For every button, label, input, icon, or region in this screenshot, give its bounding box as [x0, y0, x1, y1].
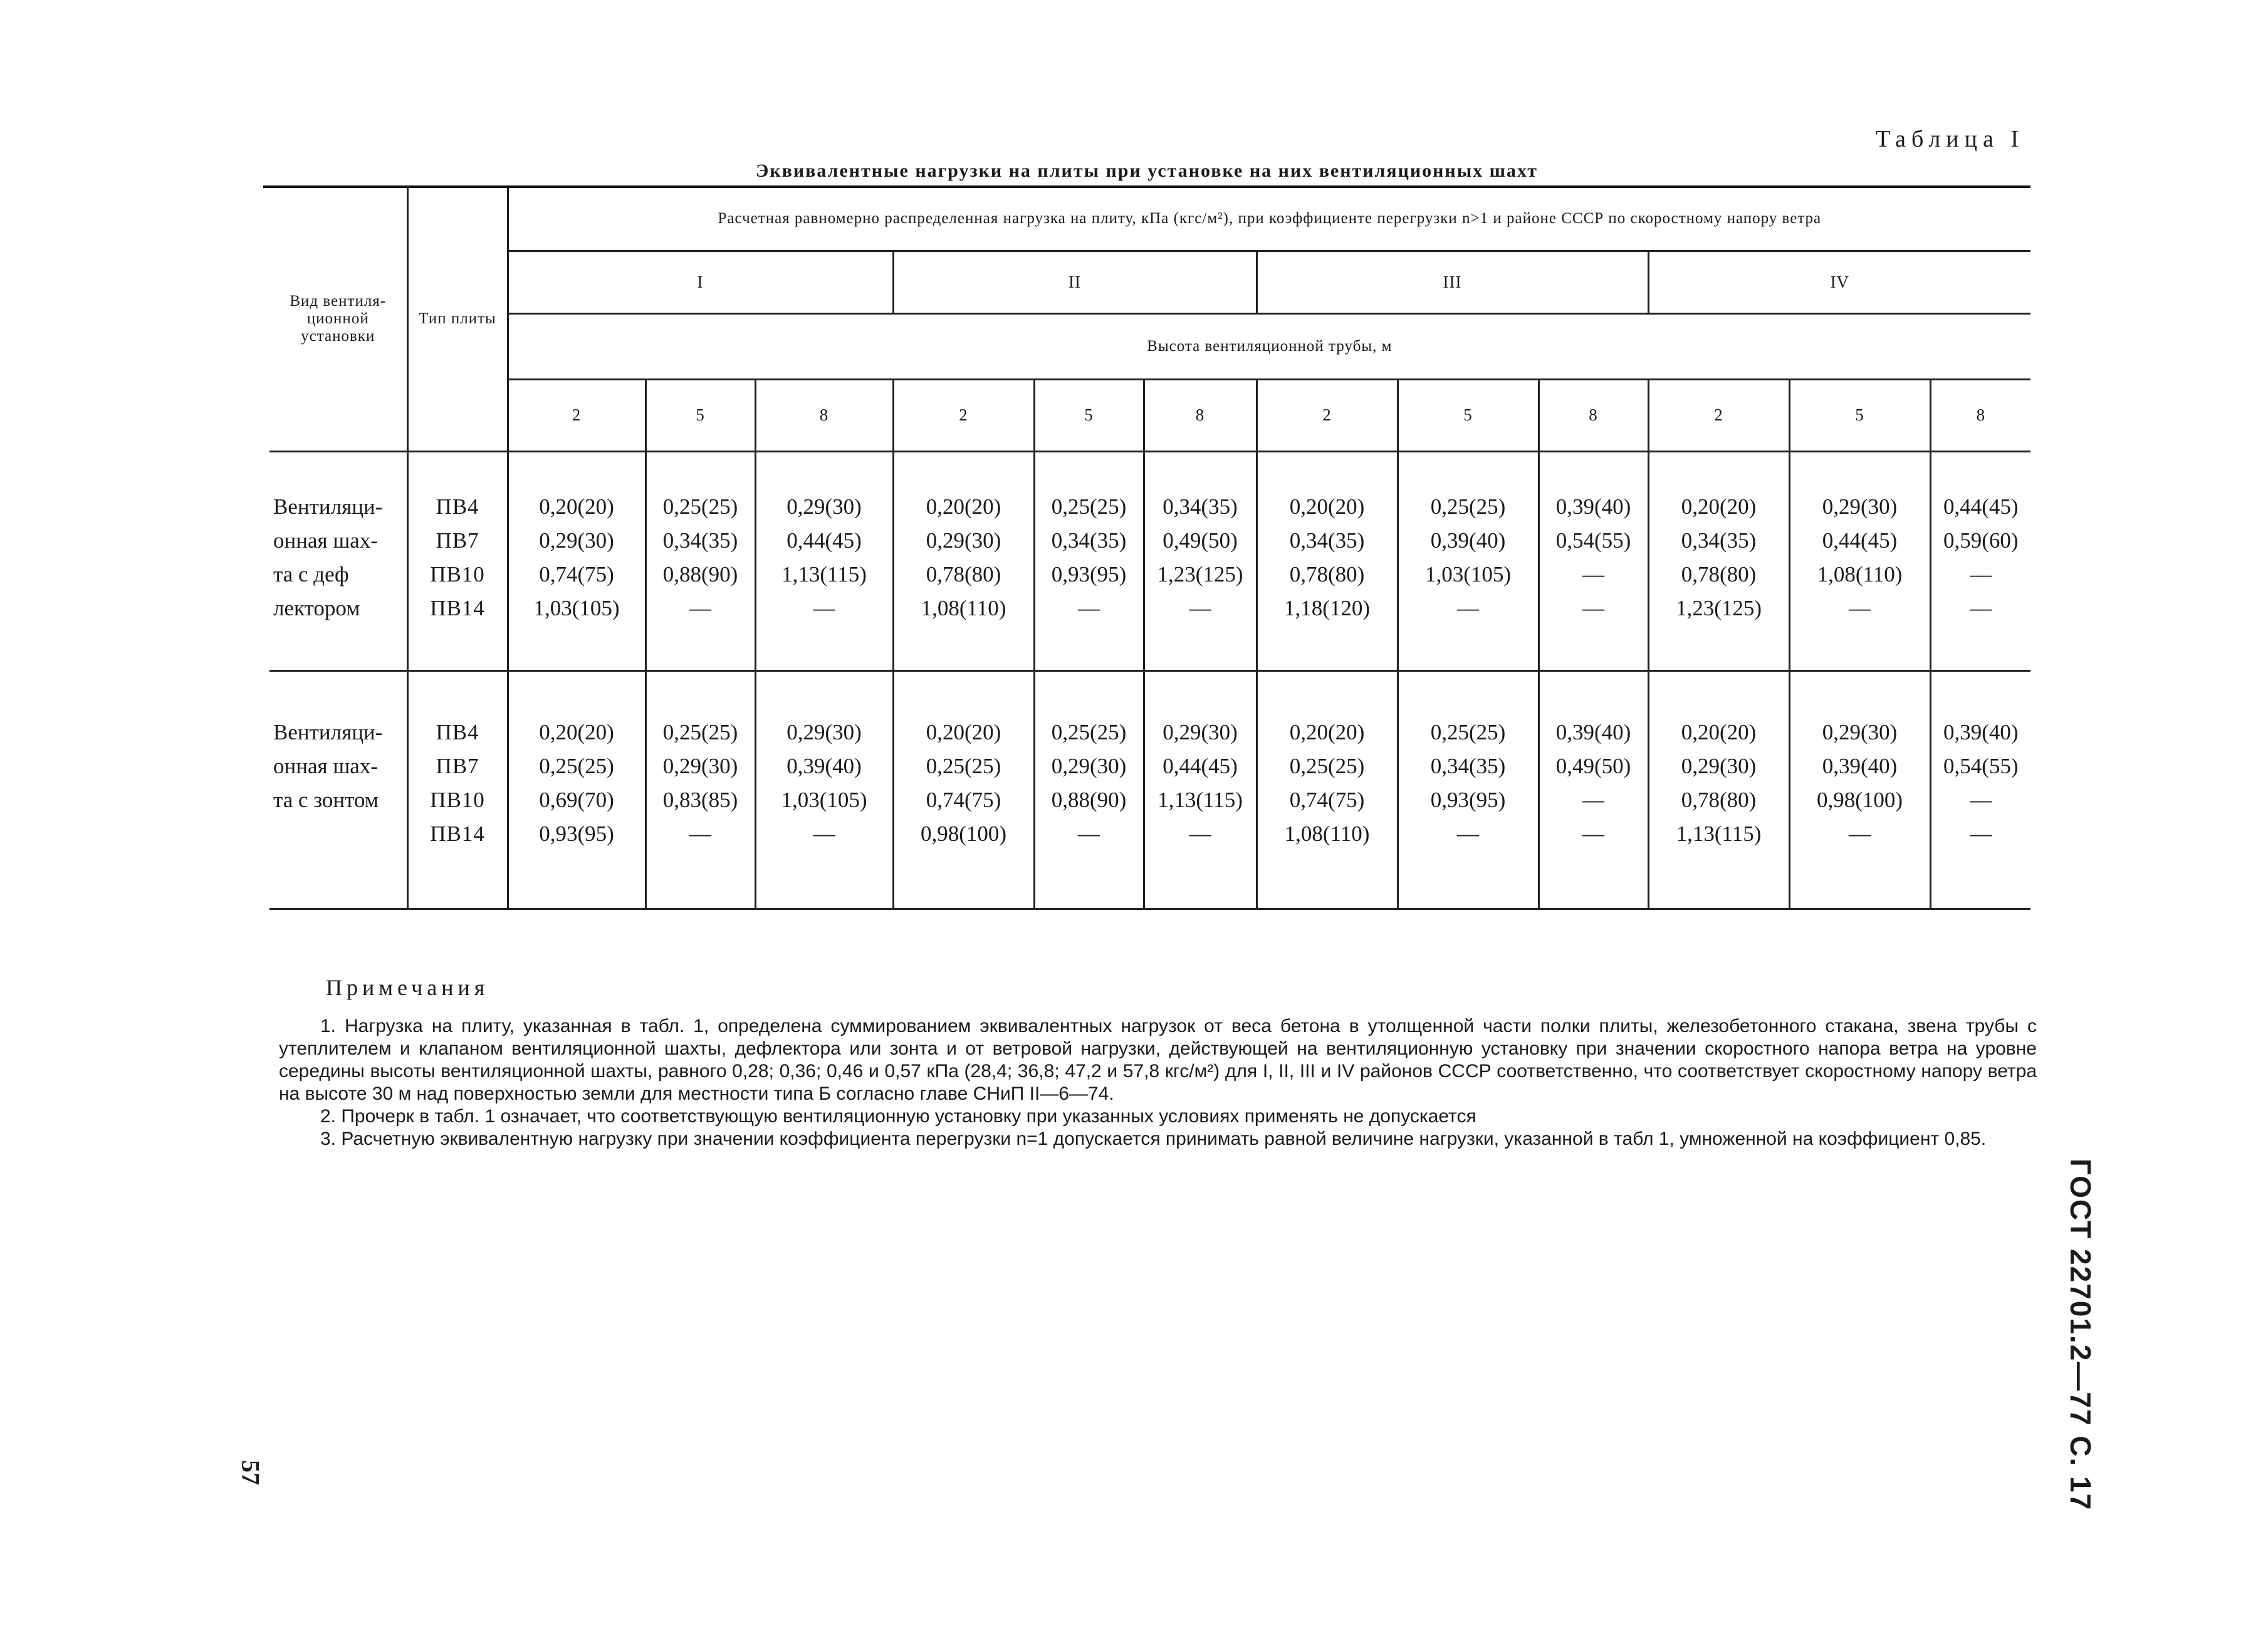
load-value: 1,13(115) — [781, 561, 867, 587]
note-3: 3. Расчетную эквивалентную нагрузку при значении коэффициента перегрузки n=1 допускается принимать равной величине нагрузки, указанной в табл 1, умноженной на коэффициент 0,85. — [320, 1129, 1987, 1149]
load-value: 0,29(30) — [926, 528, 1001, 553]
load-value: 0,44(45) — [786, 528, 862, 553]
load-value: 0,93(95) — [539, 821, 614, 846]
value-cell — [1257, 451, 1398, 670]
header-height-2: 5 — [645, 379, 755, 451]
load-value: 0,20(20) — [926, 494, 1001, 519]
load-value: 1,13(115) — [1676, 821, 1762, 846]
value-cell — [1398, 451, 1539, 670]
load-value: 1,23(125) — [1675, 595, 1762, 620]
header-height-12: 8 — [1930, 379, 2030, 451]
note-1: 1. Нагрузка на плиту, указанная в табл. 1, определена суммированием эквивалентных нагрузок от веса бетона в утолщенной части полки плиты, железобетонного стакана, звена трубы с утеплителем и клапаном вентиляционной шахты, дефлектора или зонта и от ветровой нагрузки, действующей на вентиляционную установку при значении скоростного напора ветра на уровне середины высоты вентиляционной шахты, равного 0,28; 0,36; 0,46 и 0,57 кПа (28,4; 36,8; 47,2 и 57,8 кгс/м²) для I, II, III и IV районов СССР соответственно, что соответствует скоростному напору ветра на высоте 30 м над поверхностью земли для местности типа Б согласно главе СНиП II—6—74. — [279, 1016, 2037, 1104]
load-value: 0,39(40) — [1430, 528, 1506, 553]
load-value: — — [1582, 595, 1604, 620]
header-height-11: 5 — [1789, 379, 1930, 451]
load-value: 0,25(25) — [662, 494, 738, 519]
load-value: — — [1189, 821, 1211, 846]
load-value: — — [1582, 787, 1604, 812]
header-height-8: 5 — [1398, 379, 1539, 451]
load-value: — — [1457, 595, 1479, 620]
slab-type: ПВ4 — [436, 494, 479, 519]
value-cell — [893, 451, 1034, 670]
install-line: та с деф — [273, 561, 349, 587]
load-value: 0,20(20) — [1289, 719, 1365, 744]
load-value: 0,39(40) — [1822, 753, 1898, 778]
load-value: 0,93(95) — [1430, 787, 1506, 812]
header-load: Расчетная равномерно распределенная нагрузка на плиту, кПа (кгс/м²), при коэффициенте перегрузки n>1 и районе СССР по скоростному напору ветра — [508, 188, 2030, 251]
load-value: — — [813, 821, 835, 846]
header-height: Высота вентиляционной трубы, м — [508, 313, 2030, 379]
load-value: 1,08(110) — [921, 595, 1006, 620]
header-height-7: 2 — [1257, 379, 1398, 451]
load-value: 0,83(85) — [662, 787, 738, 812]
value-cell — [1789, 451, 1930, 670]
load-value: 0,20(20) — [926, 719, 1001, 744]
load-value: 0,98(100) — [1816, 787, 1903, 812]
load-value: 0,34(35) — [1681, 528, 1757, 553]
value-cell — [755, 451, 893, 670]
header-height-6: 8 — [1144, 379, 1257, 451]
load-value: — — [1970, 787, 1992, 812]
load-value: 0,74(75) — [926, 787, 1001, 812]
load-value: 0,88(90) — [1051, 787, 1127, 812]
load-value: 0,29(30) — [786, 494, 862, 519]
load-value: 0,44(45) — [1943, 494, 2019, 519]
load-value: 0,20(20) — [1681, 494, 1757, 519]
load-value: 0,54(55) — [1943, 753, 2019, 778]
page-number-text: 57 — [236, 1460, 265, 1485]
slab-type: ПВ14 — [430, 595, 485, 620]
load-value: — — [1970, 821, 1992, 846]
load-value: — — [813, 595, 835, 620]
load-value: 0,49(50) — [1555, 753, 1631, 778]
value-cell — [893, 670, 1034, 909]
load-value: 0,39(40) — [1555, 719, 1631, 744]
value-cell — [645, 670, 755, 909]
load-value: 1,08(110) — [1817, 561, 1903, 587]
load-value: 0,78(80) — [926, 561, 1001, 587]
load-value: 0,25(25) — [1430, 494, 1506, 519]
page-number — [238, 1454, 263, 1491]
load-value: — — [1849, 821, 1871, 846]
notes-heading: Примечания — [326, 975, 489, 1000]
slab-type: ПВ7 — [436, 753, 479, 778]
load-value: 0,34(35) — [1289, 528, 1365, 553]
load-value: — — [1457, 821, 1479, 846]
load-value: 0,29(30) — [539, 528, 614, 553]
header-height-1: 2 — [508, 379, 645, 451]
install-cell — [269, 451, 407, 670]
header-slab-type: Тип плиты — [407, 188, 508, 451]
header-region-3: III — [1257, 251, 1648, 313]
header-region-1: I — [508, 251, 893, 313]
header-height-10: 2 — [1648, 379, 1789, 451]
slab-type: ПВ10 — [430, 787, 485, 812]
load-value: 0,34(35) — [1051, 528, 1127, 553]
install-cell — [269, 670, 407, 909]
load-value: — — [689, 595, 711, 620]
load-value: — — [1849, 595, 1871, 620]
load-value: 0,25(25) — [926, 753, 1001, 778]
load-value: 1,03(105) — [781, 787, 867, 812]
load-value: 0,44(45) — [1822, 528, 1898, 553]
load-value: 0,39(40) — [786, 753, 862, 778]
value-cell — [755, 670, 893, 909]
load-value: 1,08(110) — [1284, 821, 1370, 846]
install-line: онная шах- — [273, 753, 378, 778]
table-title: Эквивалентные нагрузки на плиты при установке на них вентиляционных шахт — [756, 160, 1538, 181]
load-value: 1,18(120) — [1283, 595, 1371, 620]
value-cell — [508, 670, 645, 909]
header-height-4: 2 — [893, 379, 1034, 451]
value-cell — [1034, 451, 1144, 670]
slab-type-cell — [407, 451, 508, 670]
table-label: Таблица I — [1875, 126, 2024, 152]
load-value: 1,03(105) — [533, 595, 620, 620]
load-value: 0,93(95) — [1051, 561, 1127, 587]
install-line: та с зонтом — [273, 787, 379, 812]
header-height-5: 5 — [1034, 379, 1144, 451]
load-value: 0,78(80) — [1289, 561, 1365, 587]
load-value: 1,13(115) — [1158, 787, 1243, 812]
standard-code — [2064, 1158, 2097, 1511]
load-value: 0,74(75) — [539, 561, 614, 587]
slab-type-cell — [407, 670, 508, 909]
load-value: 0,29(30) — [1822, 719, 1898, 744]
load-value: 0,78(80) — [1681, 787, 1757, 812]
notes-block — [279, 1015, 2037, 1150]
load-value: 0,29(30) — [1681, 753, 1757, 778]
load-value: 0,54(55) — [1555, 528, 1631, 553]
note-2: 2. Прочерк в табл. 1 означает, что соответствующую вентиляционную установку при указанных условиях применять не допускается — [320, 1106, 1476, 1127]
value-cell — [1034, 670, 1144, 909]
value-cell — [1144, 670, 1257, 909]
load-value: 0,20(20) — [1681, 719, 1757, 744]
load-value: 0,25(25) — [1051, 494, 1127, 519]
slab-type: ПВ10 — [430, 561, 485, 587]
standard-code-text: ГОСТ 22701.2—77 С. 17 — [2064, 1158, 2097, 1511]
value-cell — [1144, 451, 1257, 670]
header-height-3: 8 — [755, 379, 893, 451]
load-value: 0,29(30) — [1163, 719, 1238, 744]
value-cell — [1648, 670, 1789, 909]
load-value: 0,25(25) — [1289, 753, 1365, 778]
load-value: 0,78(80) — [1681, 561, 1757, 587]
slab-type: ПВ7 — [436, 528, 479, 553]
header-install-type: Вид вентиля-ционной установки — [269, 188, 407, 451]
header-region-2: II — [893, 251, 1257, 313]
value-cell — [1648, 451, 1789, 670]
load-value: 0,98(100) — [920, 821, 1007, 846]
header-region-4: IV — [1648, 251, 2030, 313]
load-value: 0,25(25) — [1051, 719, 1127, 744]
load-value: 0,34(35) — [1163, 494, 1238, 519]
load-value: 0,49(50) — [1163, 528, 1238, 553]
load-value: 0,88(90) — [662, 561, 738, 587]
load-value: — — [1189, 595, 1211, 620]
load-value: 0,69(70) — [539, 787, 614, 812]
load-value: 1,23(125) — [1157, 561, 1243, 587]
load-value: — — [1970, 595, 1992, 620]
value-cell — [1257, 670, 1398, 909]
load-value: 0,29(30) — [1051, 753, 1127, 778]
install-line: лектором — [273, 595, 360, 620]
install-line: Вентиляци- — [273, 494, 383, 519]
load-value: — — [1582, 561, 1604, 587]
load-value: 0,29(30) — [786, 719, 862, 744]
install-line: онная шах- — [273, 528, 378, 553]
install-line: Вентиляци- — [273, 719, 383, 744]
load-value: — — [1078, 595, 1100, 620]
value-cell — [508, 451, 645, 670]
load-value: 0,59(60) — [1943, 528, 2019, 553]
load-value: 0,25(25) — [539, 753, 614, 778]
value-cell — [645, 451, 755, 670]
value-cell — [1539, 451, 1648, 670]
loads-table — [269, 188, 2030, 910]
load-value: 0,34(35) — [1430, 753, 1506, 778]
load-value: 0,20(20) — [1289, 494, 1365, 519]
load-value: 0,25(25) — [1430, 719, 1506, 744]
load-value: — — [1582, 821, 1604, 846]
load-value: — — [689, 821, 711, 846]
load-value: 0,34(35) — [662, 528, 738, 553]
slab-type: ПВ14 — [430, 821, 485, 846]
load-value: — — [1078, 821, 1100, 846]
load-value: 0,20(20) — [539, 494, 614, 519]
load-value: 0,39(40) — [1555, 494, 1631, 519]
header-height-9: 8 — [1539, 379, 1648, 451]
load-value: 0,25(25) — [662, 719, 738, 744]
load-value: — — [1970, 561, 1992, 587]
load-value: 0,39(40) — [1943, 719, 2019, 744]
load-value: 0,29(30) — [662, 753, 738, 778]
load-value: 0,29(30) — [1822, 494, 1898, 519]
slab-type: ПВ4 — [436, 719, 479, 744]
value-cell — [1398, 670, 1539, 909]
load-value: 0,20(20) — [539, 719, 614, 744]
value-cell — [1930, 670, 2030, 909]
value-cell — [1930, 451, 2030, 670]
value-cell — [1539, 670, 1648, 909]
value-cell — [1789, 670, 1930, 909]
load-value: 1,03(105) — [1424, 561, 1512, 587]
load-value: 0,74(75) — [1289, 787, 1365, 812]
load-value: 0,44(45) — [1163, 753, 1238, 778]
